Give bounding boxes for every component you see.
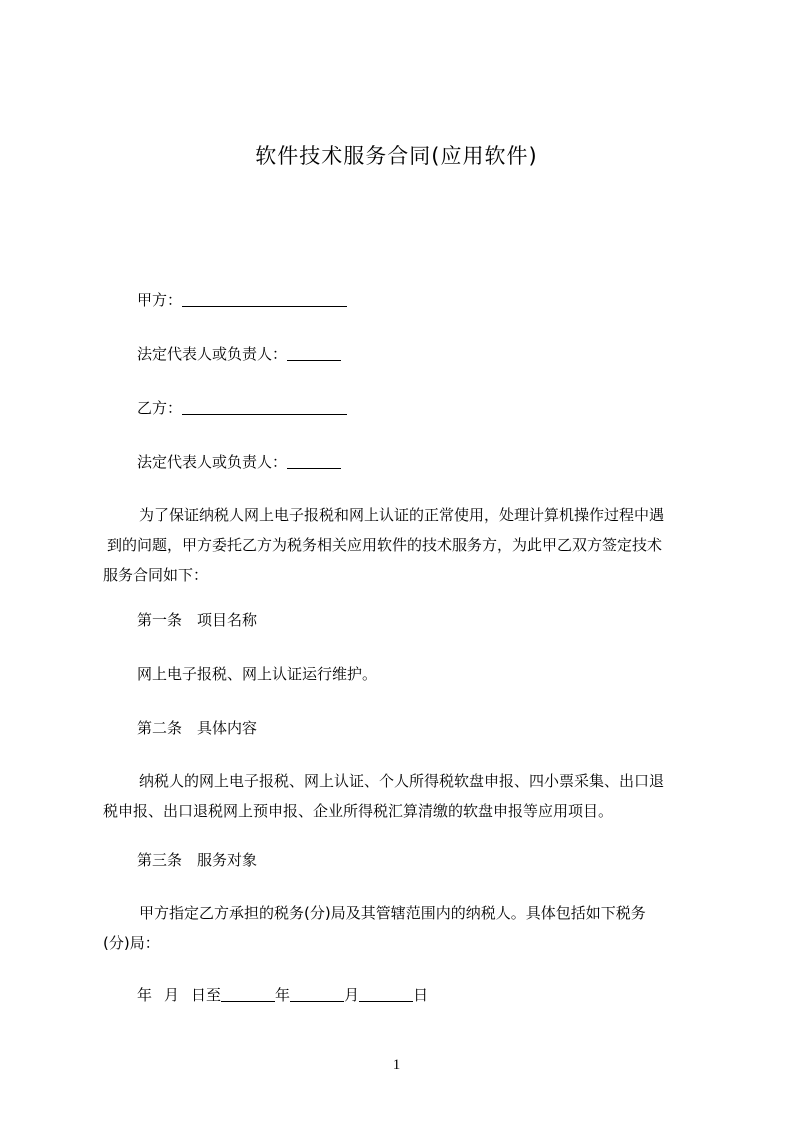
rep-b-line xyxy=(137,451,341,473)
rep-a-line xyxy=(137,343,341,365)
date-month2-label: 月 xyxy=(344,986,360,1004)
article-3-heading: 第三条 服务对象 xyxy=(137,851,258,869)
date-day-to-label: 日至 xyxy=(191,986,222,1004)
date-year-label: 年 xyxy=(137,986,153,1004)
article-1-body: 网上电子报税、网上认证运行维护。 xyxy=(137,665,378,683)
date-day2-label: 日 xyxy=(413,986,429,1004)
date-blank-month xyxy=(290,985,344,1002)
article-3-line: 甲方指定乙方承担的税务(分)局及其管辖范围内的纳税人。具体包括如下税务 xyxy=(139,904,646,922)
intro-line: 服务合同如下： xyxy=(103,566,209,584)
party-a-line xyxy=(137,289,347,311)
party-a-label: 甲方： xyxy=(137,291,183,309)
date-range-line xyxy=(137,984,428,1006)
rep-b-label: 法定代表人或负责人： xyxy=(137,453,288,471)
date-blank-year xyxy=(221,985,275,1002)
rep-a-blank xyxy=(287,344,341,361)
article-3-body xyxy=(103,898,703,958)
article-3-line: (分)局： xyxy=(103,934,160,952)
party-b-label: 乙方： xyxy=(137,399,183,417)
intro-paragraph xyxy=(103,500,703,590)
party-a-blank xyxy=(182,290,347,307)
rep-b-blank xyxy=(287,452,341,469)
article-2-line: 税申报、出口退税网上预申报、企业所得税汇算清缴的软盘申报等应用项目。 xyxy=(103,802,614,820)
intro-line: 为了保证纳税人网上电子报税和网上认证的正常使用，处理计算机操作过程中遇 xyxy=(139,506,665,524)
article-2-heading: 第二条 具体内容 xyxy=(137,719,258,737)
party-b-line xyxy=(137,397,347,419)
date-month-label: 月 xyxy=(164,986,180,1004)
article-1-heading: 第一条 项目名称 xyxy=(137,611,258,629)
page-number: 1 xyxy=(392,1057,401,1073)
date-year2-label: 年 xyxy=(275,986,291,1004)
article-2-line: 纳税人的网上电子报税、网上认证、个人所得税软盘申报、四小票采集、出口退 xyxy=(139,772,665,790)
intro-line: 到的问题，甲方委托乙方为税务相关应用软件的技术服务方，为此甲乙双方签定技术 xyxy=(107,536,663,554)
date-blank-day xyxy=(359,985,413,1002)
article-2-body xyxy=(103,766,703,826)
party-b-blank xyxy=(182,398,347,415)
document-title: 软件技术服务合同(应用软件) xyxy=(255,144,538,168)
rep-a-label: 法定代表人或负责人： xyxy=(137,345,288,363)
